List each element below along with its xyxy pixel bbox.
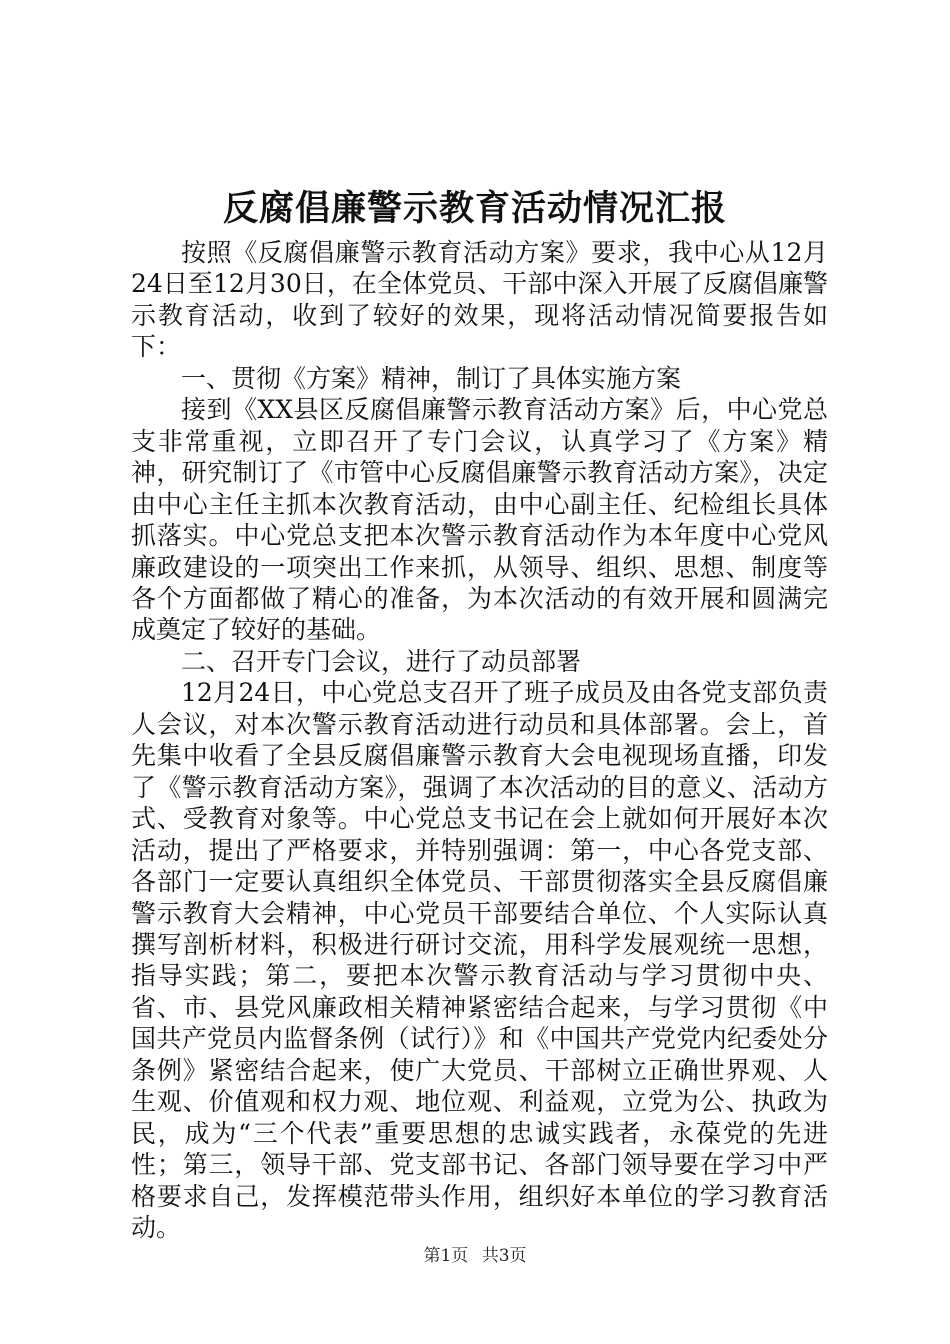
section-1-paragraph: 接到《XX县区反腐倡廉警示教育活动方案》后，中心党总支非常重视，立即召开了专门会议，认真学习了《方案》精神，研究制订了《市管中心反腐倡廉警示教育活动方案》，决定由中心主任主抓本次教育活动，由中心副主任、纪检组长具体抓落实。中心党总支把本次警示教育活动作为本年度中心党风廉政建设的一项突出工作来抓，从领导、组织、思想、制度等各个方面都做了精心的准备，为本次活动的有效开展和圆满完成奠定了较好的基础。 bbox=[131, 395, 828, 645]
page-total: 共3页 bbox=[481, 1246, 527, 1266]
document-body bbox=[131, 237, 828, 1244]
document-title: 反腐倡廉警示教育活动情况汇报 bbox=[222, 188, 727, 229]
page-footer bbox=[0, 1245, 950, 1267]
page-number: 第1页 bbox=[423, 1246, 469, 1266]
section-2-paragraph: 12月24日，中心党总支召开了班子成员及由各党支部负责人会议，对本次警示教育活动进行动员和具体部署。会上，首先集中收看了全县反腐倡廉警示教育大会电视现场直播，印发了《警示教育活动方案》，强调了本次活动的目的意义、活动方式、受教育对象等。中心党总支书记在会上就如何开展好本次活动，提出了严格要求，并特别强调：第一，中心各党支部、各部门一定要认真组织全体党员、干部贯彻落实全县反腐倡廉警示教育大会精神，中心党员干部要结合单位、个人实际认真撰写剖析材料，积极进行研讨交流，用科学发展观统一思想，指导实践；第二，要把本次警示教育活动与学习贯彻中央、省、市、县党风廉政相关精神紧密结合起来，与学习贯彻《中国共产党员内监督条例（试行）》和《中国共产党党内纪委处分条例》紧密结合起来，使广大党员、干部树立正确世界观、人生观、价值观和权力观、地位观、利益观，立党为公、执政为民，成为“三个代表”重要思想的忠诚实践者，永葆党的先进性；第三，领导干部、党支部书记、各部门领导要在学习中严格要求自己，发挥模范带头作用，组织好本单位的学习教育活动。 bbox=[131, 678, 828, 1243]
intro-paragraph: 按照《反腐倡廉警示教育活动方案》要求，我中心从12月24日至12月30日，在全体党员、干部中深入开展了反腐倡廉警示教育活动，收到了较好的效果，现将活动情况简要报告如下： bbox=[131, 238, 828, 362]
section-heading-2: 二、召开专门会议，进行了动员部署 bbox=[181, 646, 582, 676]
section-heading-1: 一、贯彻《方案》精神，制订了具体实施方案 bbox=[181, 363, 682, 393]
